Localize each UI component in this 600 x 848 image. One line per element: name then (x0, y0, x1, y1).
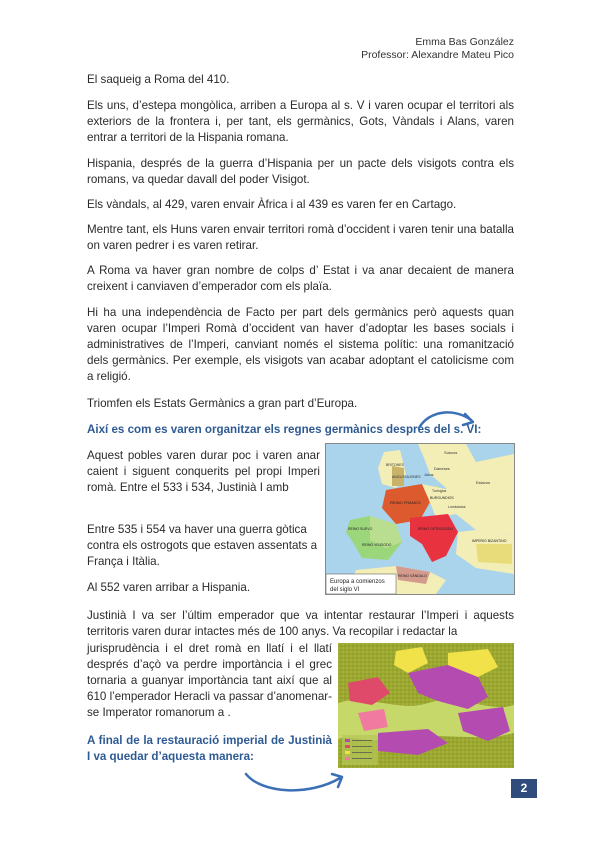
paragraph-6: A Roma va haver gran nombre de colps d’ Estat i va anar decaient de manera creixent i canviaven d’emperador com els plaïa. (87, 264, 514, 293)
section-heading-2: A final de la restauració imperial de Justinià I va quedar d’aquesta manera: (87, 734, 332, 763)
column-text-1: Aquest pobles varen durar poc i varen anar caient i siguent conquerits pel propi Imperi romà. Entre el 533 i 534, Justinià I amb (87, 449, 320, 494)
paragraph-3: Hispania, després de la guerra d’Hispania per un pacte dels visigots contra els romans, va quedar davall del poder Visigot. (87, 157, 514, 186)
author-name: Emma Bas González (415, 36, 514, 48)
map-label-francos: REINO FRANCO (390, 500, 421, 505)
curved-arrow-icon (240, 760, 350, 800)
paragraph-2: Els uns, d’estepa mongòlica, arriben a Europa al s. V i varen ocupar el territori als exteriors de la frontera i, per tant, els germànics, Gots, Vàndals i Alans, varen entrar a territori de la Hispania romana. (87, 99, 514, 144)
column-text-3: Al 552 varen arribar a Hispania. (87, 581, 251, 594)
paragraph-5: Mentre tant, els Huns varen envair territori romà d’occident i varen tenir una batalla on varen pedrer i es varen retirar. (87, 223, 514, 252)
map-label-suevos: REINO SUEVO (348, 527, 373, 531)
map-label-vandalo: REINO VÁNDALO (398, 574, 427, 578)
curved-arrow-icon (415, 406, 485, 436)
paragraph-4: Els vàndals, al 429, varen envair Àfrica i al 439 es varen fer en Cartago. (87, 198, 457, 211)
paragraph-8: Triomfen els Estats Germànics a gran part d’Europa. (87, 397, 358, 410)
page-header (361, 36, 514, 62)
map-label-lombardos: Lombardos (448, 505, 466, 509)
paragraph-9: Justinià I va ser l’últim emperador que va intentar restaurar l’Imperi i aquests territoris varen durar intactes més de 100 anys. Va recopilar i redactar la (87, 609, 514, 638)
section-heading-1: Així es com es varen organitzar els regnes germànics després del s. VI: (87, 423, 482, 436)
paragraph-7: Hi ha una independència de Facto per part dels germànics però aquests quan varen ocupar l’Imperi Romà d’occident van haver d’adoptar les bases socials i administratives de l’Imperi, canviant només el sistema polític: una romanització dels germànics. Per exemple, els visigots van acabar adoptant el catolicisme com a religió. (87, 306, 514, 383)
paragraph-1: El saqueig a Roma del 410. (87, 73, 230, 86)
map-label-turingios: Turingios (432, 489, 447, 493)
page-number-badge: 2 (511, 779, 537, 798)
column-text-4: jurisprudència i el dret romà en llatí i el llatí després d’açò va perdre importància i el grec tornaria a guanyar importància tant així que al 610 l’emperador Heracli va passar d’anomenar-se Imperator romanorum a . (87, 642, 332, 719)
map-label-suecos: Suecos (444, 450, 458, 455)
map-label-jutos: Jutos (424, 472, 434, 477)
map-label-visigodo: REINO VISIGODO (362, 543, 392, 547)
map-label-burgundios: BURGUNDIOS (430, 496, 454, 500)
map-label-eslavos: Eslavos (476, 480, 491, 485)
map-caption-line1: Europa a comienzos (330, 579, 385, 585)
professor-name: Professor: Alexandre Mateu Pico (361, 49, 514, 61)
map-justinian-empire (338, 643, 514, 768)
map-label-britons: BRITONES (386, 463, 404, 467)
map-caption-line2: del siglo VI (330, 587, 360, 593)
map-label-daneses: Daneses (434, 466, 450, 471)
map-label-anglosajones: ANGLOSAJONES (392, 475, 421, 479)
map-europe-6th-century (325, 443, 515, 595)
map-label-bizantino: IMPERIO BIZANTINO (472, 539, 507, 543)
column-text-2: Entre 535 i 554 va haver una guerra gòtica contra els ostrogots que estaven assentats a França i Itàlia. (87, 523, 318, 568)
map-label-ostrogodo: REINO OSTROGODO (418, 527, 454, 531)
